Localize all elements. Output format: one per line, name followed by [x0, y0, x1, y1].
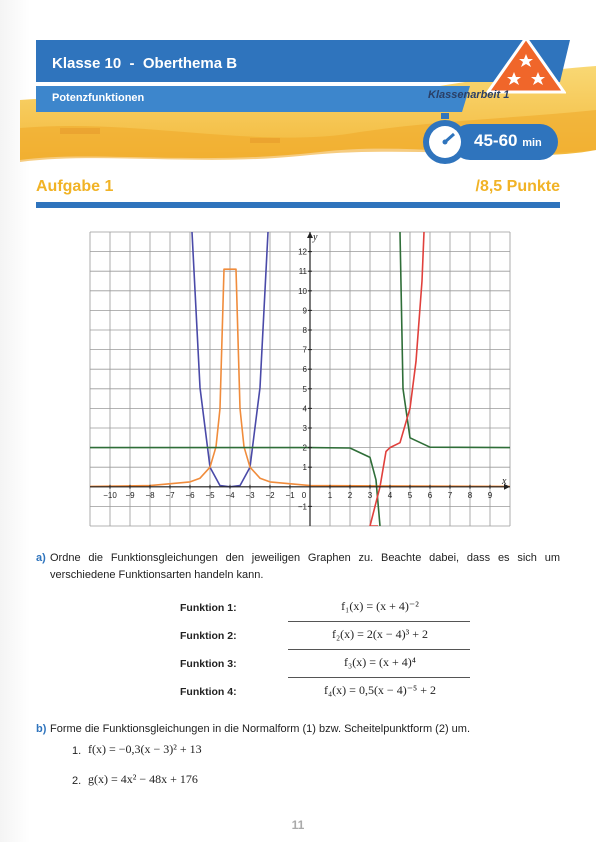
x-tick-label: −4 — [225, 490, 235, 500]
graph-curve — [400, 232, 510, 448]
x-tick-label: −10 — [103, 490, 117, 500]
x-tick-label: −5 — [205, 490, 215, 500]
x-tick-label: 0 — [301, 490, 307, 500]
x-tick-label: 9 — [487, 490, 493, 500]
x-tick-label: 8 — [467, 490, 473, 500]
y-tick-label: 9 — [302, 306, 307, 316]
task-a-label: a) — [36, 552, 46, 564]
function-name: Funktion 4: — [180, 686, 237, 698]
x-tick-label: 2 — [347, 490, 353, 500]
task-b-text: Forme die Funktionsgleichungen in die Normalform (1) bzw. Scheitelpunktform (2) um. — [50, 723, 471, 735]
y-tick-label: 6 — [302, 365, 307, 375]
x-tick-label: −7 — [165, 490, 175, 500]
item-number: 2. — [72, 775, 82, 787]
axes — [90, 232, 510, 526]
time-number: 45-60 — [474, 131, 518, 150]
x-tick-label: −9 — [125, 490, 135, 500]
header-title: Klasse 10 - Oberthema B — [52, 55, 238, 72]
section-points: /8,5 Punkte — [475, 178, 560, 195]
graph-curve — [90, 269, 510, 486]
section-header — [36, 178, 560, 200]
x-tick-label: 4 — [387, 490, 393, 500]
function-equation: f₄(x) = 0,5(x − 4)⁻⁵ + 2 — [324, 683, 436, 697]
stopwatch-icon — [420, 112, 470, 166]
y-tick-label: 1 — [302, 463, 307, 473]
function-graph — [80, 224, 520, 534]
x-axis-label: x — [502, 475, 507, 487]
item-equation: f(x) = −0,3(x − 3)² + 13 — [88, 742, 202, 756]
y-tick-label: 12 — [298, 247, 307, 257]
header-subtitle: Potenzfunktionen — [52, 92, 145, 104]
y-tick-label: 10 — [298, 286, 307, 296]
y-tick-label: 11 — [298, 267, 307, 277]
x-tick-label: 3 — [367, 490, 373, 500]
y-tick-label: −1 — [297, 502, 307, 512]
function-equation: f₁(x) = (x + 4)⁻² — [341, 599, 419, 613]
y-tick-label: 4 — [302, 404, 307, 414]
item-equation: g(x) = 4x² − 48x + 176 — [88, 772, 198, 786]
task-a-text: Ordne die Funktionsgleichungen den jeweiligen Graphen zu. Beachte dabei, dass es sich um verschiedene Funktionsarten handeln kann. — [50, 552, 560, 581]
function-row — [180, 594, 470, 622]
exam-badge: Klassenarbeit 1 — [428, 89, 510, 101]
y-tick-label: 7 — [302, 345, 307, 355]
x-tick-label: 1 — [327, 490, 333, 500]
y-tick-label: 8 — [302, 326, 307, 335]
time-value — [474, 131, 542, 151]
function-name: Funktion 2: — [180, 630, 237, 642]
item-number: 1. — [72, 745, 82, 757]
task-b-label: b) — [36, 723, 47, 735]
function-name: Funktion 1: — [180, 602, 237, 614]
x-tick-label: 6 — [427, 490, 433, 500]
x-tick-label: 5 — [407, 490, 413, 500]
y-tick-label: 3 — [302, 424, 307, 433]
x-tick-label: −1 — [285, 490, 295, 500]
x-tick-label: −6 — [185, 490, 195, 500]
triangle-star-logo — [486, 36, 566, 96]
function-name: Funktion 3: — [180, 658, 237, 670]
task-a — [36, 550, 560, 584]
function-row — [180, 650, 470, 678]
graph-curve — [367, 232, 424, 526]
function-equation: f₂(x) = 2(x − 4)³ + 2 — [331, 627, 429, 641]
function-row — [180, 678, 470, 706]
y-tick-label: 2 — [302, 443, 307, 453]
y-tick-label: 5 — [302, 384, 307, 394]
x-tick-label: −2 — [265, 490, 275, 500]
time-unit: min — [522, 137, 542, 149]
function-equation: f₃(x) = (x + 4)⁴ — [344, 655, 416, 669]
x-tick-label: 7 — [447, 490, 453, 500]
section-divider — [36, 202, 560, 208]
x-tick-label: −3 — [245, 490, 255, 500]
function-row — [180, 622, 470, 650]
y-axis-label: y — [313, 232, 318, 243]
section-title: Aufgabe 1 — [36, 178, 114, 195]
x-tick-label: −8 — [145, 490, 155, 500]
task-b — [36, 721, 560, 738]
page-number: 11 — [291, 818, 305, 832]
